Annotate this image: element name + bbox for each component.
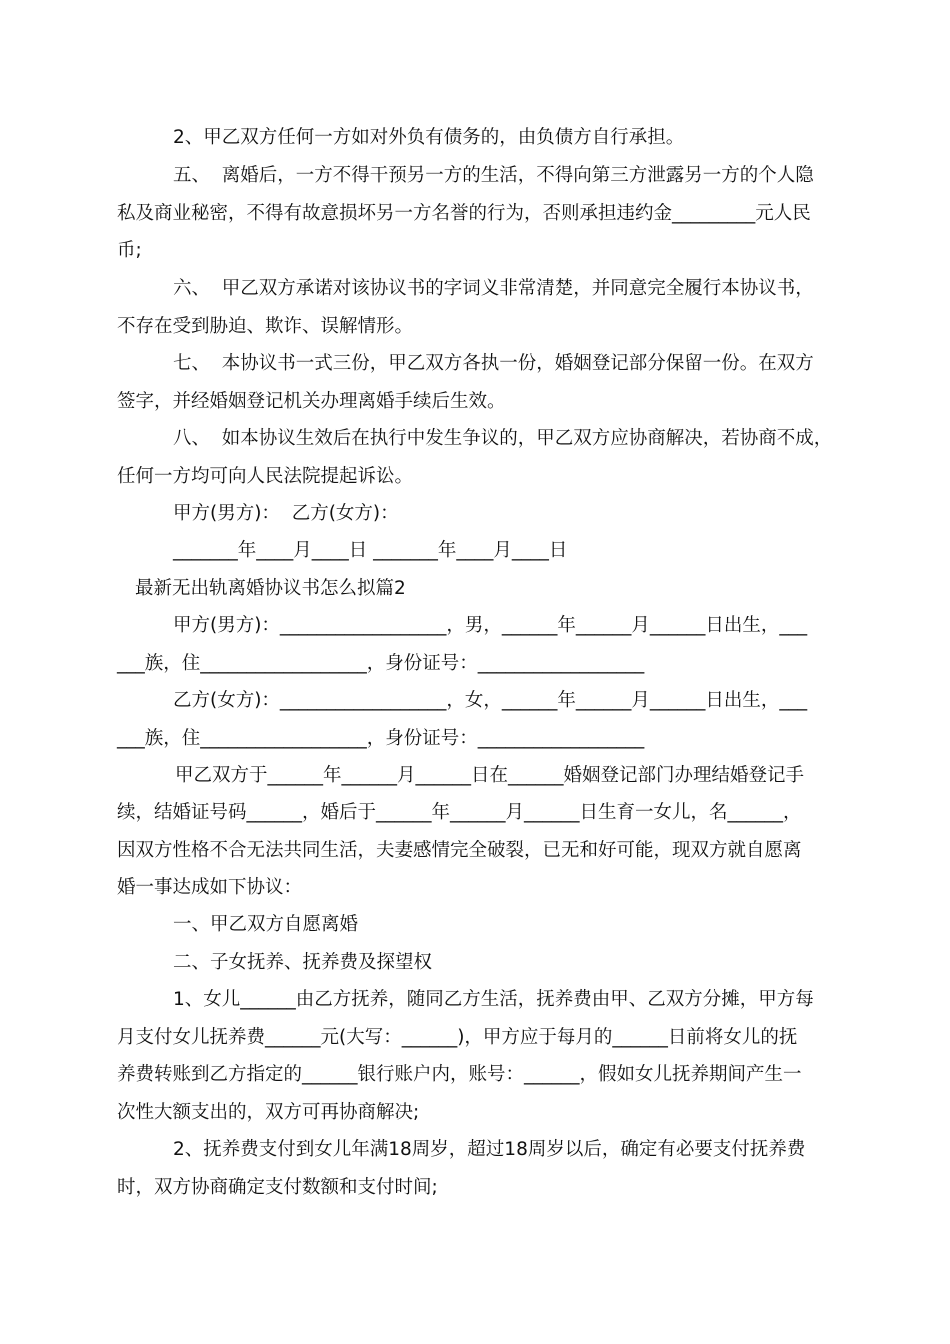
section-heading: 最新无出轨离婚协议书怎么拟篇2 — [135, 578, 406, 599]
date-line: _______年____月____日 _______年____月____日 — [173, 540, 568, 561]
paragraph-line: 时，双方协商确定支付数额和支付时间; — [117, 1177, 438, 1198]
paragraph-line: 二、子女抚养、抚养费及探望权 — [173, 952, 433, 973]
paragraph-line: 养费转账到乙方指定的______银行账户内，账号：______，假如女儿抚养期间产生一 — [117, 1064, 802, 1085]
paragraph-line: 乙方(女方)：__________________，女，______年______月______日出生，___ — [173, 690, 808, 711]
paragraph-line: 五、 离婚后，一方不得干预另一方的生活，不得向第三方泄露另一方的个人隐 — [173, 165, 814, 186]
paragraph-line: 婚一事达成如下协议： — [117, 877, 303, 898]
paragraph-line: 签字，并经婚姻登记机关办理离婚手续后生效。 — [117, 391, 506, 412]
paragraph-line: 续，结婚证号码______，婚后于______年______月______日生育一女儿，名______， — [117, 802, 802, 823]
paragraph-line: 1、女儿______由乙方抚养，随同乙方生活，抚养费由甲、乙双方分摊，甲方每 — [173, 989, 814, 1010]
signature-line: 甲方(男方)： 乙方(女方)： — [173, 503, 399, 524]
paragraph-line: 因双方性格不合无法共同生活，夫妻感情完全破裂，已无和好可能，现双方就自愿离 — [117, 840, 802, 861]
paragraph-line: 月支付女儿抚养费______元(大写：______)，甲方应于每月的______日前将女儿的抚 — [117, 1027, 798, 1048]
paragraph-line: 甲方(男方)：__________________，男，______年______月______日出生，___ — [173, 615, 808, 636]
paragraph-line: 次性大额支出的，双方可再协商解决; — [117, 1102, 420, 1123]
paragraph-line: 六、 甲乙双方承诺对该协议书的字词义非常清楚，并同意完全履行本协议书， — [173, 278, 814, 299]
paragraph-line: 币; — [117, 240, 142, 261]
paragraph-line: 私及商业秘密，不得有故意损坏另一方名誉的行为，否则承担违约金_________元人民 — [117, 203, 811, 224]
paragraph-line: 七、 本协议书一式三份，甲乙双方各执一份，婚姻登记部分保留一份。在双方 — [173, 353, 814, 374]
paragraph-line: 一、甲乙双方自愿离婚 — [173, 914, 359, 935]
paragraph-line: 不存在受到胁迫、欺诈、误解情形。 — [117, 316, 414, 337]
paragraph-line: ___族，住__________________，身份证号：__________________ — [117, 728, 645, 749]
paragraph-line: 任何一方均可向人民法院提起诉讼。 — [117, 466, 414, 487]
paragraph-line: 2、甲乙双方任何一方如对外负有债务的，由负债方自行承担。 — [173, 127, 685, 148]
paragraph-line: 2、抚养费支付到女儿年满18周岁，超过18周岁以后，确定有必要支付抚养费 — [173, 1139, 806, 1160]
paragraph-line: ___族，住__________________，身份证号：__________________ — [117, 653, 645, 674]
paragraph-line: 八、 如本协议生效后在执行中发生争议的，甲乙双方应协商解决，若协商不成， — [173, 428, 833, 449]
paragraph-line: 甲乙双方于______年______月______日在______婚姻登记部门办理结婚登记手 — [175, 765, 805, 786]
